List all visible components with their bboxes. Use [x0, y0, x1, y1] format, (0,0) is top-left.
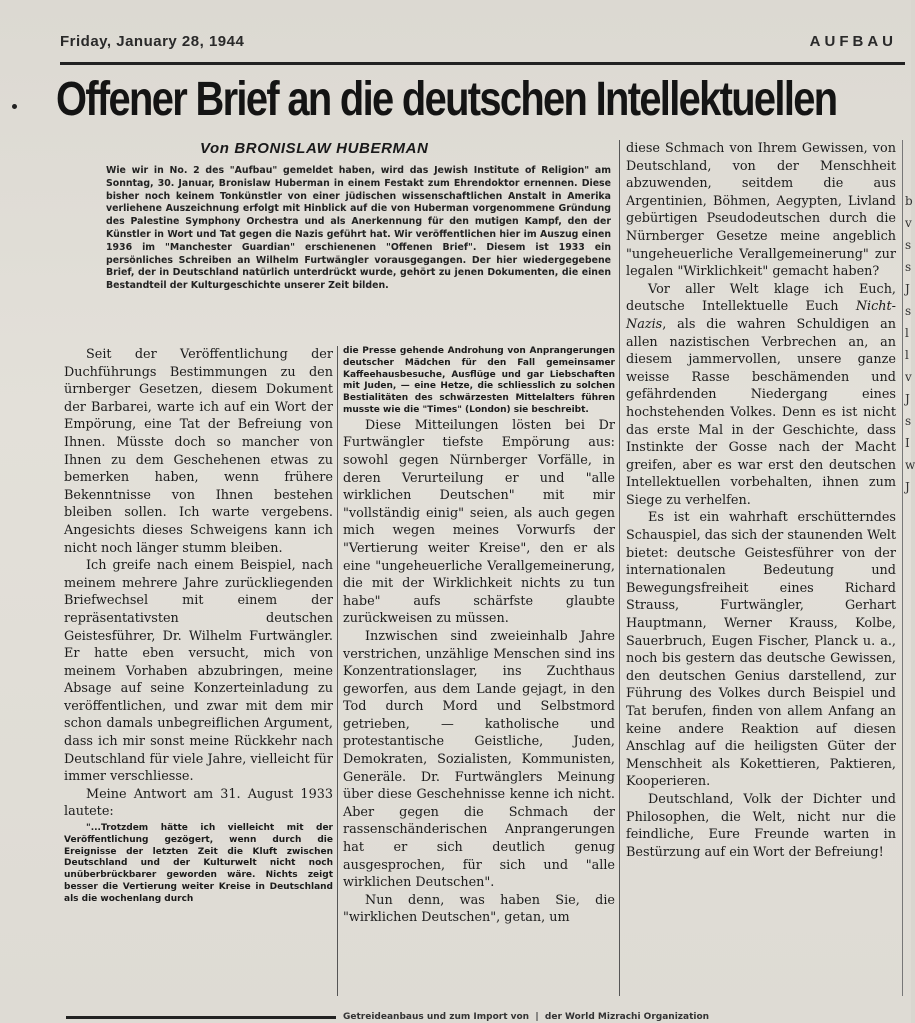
- paragraph: Inzwischen sind zweieinhalb Jahre verstrichen, unzählige Menschen sind ins Konzentrationslager, ins Zuchthaus geworfen, aus dem Lande gejagt, in den Tod durch Mord und Selbstmord getrieben, — katholische und protestantische Geistliche, Juden, Demokraten, Sozialisten, Kommunisten, Generäle. Dr. Furtwänglers Meinung über diese Geschehnisse kenne ich nicht. Aber gegen die Schmach der rassenschänderischen Anprangerungen hat er sich deutlich genug ausgesprochen, für sich und "alle wirklichen Deutschen".: [343, 628, 615, 891]
- article-column-1: [64, 346, 333, 906]
- column-divider: [902, 140, 903, 996]
- emphasis-text: Nicht-Nazis: [626, 299, 896, 332]
- paragraph: Nun denn, was haben Sie, die "wirklichen Deutschen", getan, um: [343, 892, 615, 926]
- bottom-rule: [66, 1016, 336, 1019]
- masthead: AUFBAU: [809, 32, 897, 50]
- page-header: [60, 28, 897, 54]
- paragraph: Ich greife nach einem Beispiel, nach meinem mehrere Jahre zurückliegenden Briefwechsel mit einem der repräsentativsten deutschen Geistesführer, Dr. Wilhelm Furtwängler. Er hatte eben versucht, mich von meinem Vorhaben abzubringen, meine Absage auf seine Konzerteinladung zu veröffentlichen, und zwar mit dem mir schon damals unbegreiflichen Argument, dass ich mir sonst meine Rückkehr nach Deutschland für viele Jahre, vielleicht für immer verschliesse.: [64, 558, 333, 785]
- issue-date: Friday, January 28, 1944: [60, 32, 245, 50]
- paragraph: Diese Mitteilungen lösten bei Dr Furtwängler tiefste Empörung aus: sowohl gegen Nürnberger Vorfälle, in deren Verurteilung er und "alle wirklichen Deutschen" mit mir "vollständig einig" seien, als auch gegen mich wegen meines Vorwurfs der "Vertierung weiter Kreise", den er als eine "ungeheuerliche Verallgemeinerung, die mit der Wirklichkeit nichts zu tun habe" aufs schärfste glaubte zurückweisen zu müssen.: [343, 417, 615, 627]
- header-rule: [60, 62, 905, 65]
- paragraph: [626, 281, 896, 510]
- paragraph: Seit der Veröffentlichung der Duchführungs Bestimmungen zu den ürnberger Gesetzen, diesem Dokument der Barbarei, warte ich auf ein Wort der Empörung, eine Tat der Befreiung von Ihnen. Müsste doch so mancher von Ihnen zu dem Geschehenen etwas zu bemerken haben, wenn frühere Bekenntnisse von Ihnen bestehen bleiben sollen. Ich warte vergebens. Angesichts dieses Schweigens kann ich nicht noch länger stumm bleiben.: [64, 347, 333, 556]
- next-article-text: Getreideanbaus und zum Import von: [343, 1012, 530, 1022]
- quoted-letter-continued: die Presse gehende Androhung von Anprangerungen deutscher Mädchen für den Fall gemeinsamer Kaffeehausbesuche, Ausflüge und gar Liebschaften mit Juden, — eine Hetze, die schliesslich zu solchen Bestialitäten des schwärzesten Mittelalters führen musste wie die "Times" (London) sie beschreibt.: [343, 346, 615, 415]
- paragraph: Es ist ein wahrhaft erschütterndes Schauspiel, das sich der staunenden Welt bietet: deutsche Geistesführer von der internationalen Bedeutung und Bewegungsfreiheit eines Richard Strauss, Furtwängler, Gerhart Hauptmann, Werner Krauss, Kolbe, Sauerbruch, Eugen Fischer, Planck u. a., noch bis gestern das deutsche Gewissen, den deutschen Genius darstellend, zur Führung des Volkes durch Beispiel und Tat berufen, finden von allem Anfang an keine andere Reaktion auf diesen Anschlag auf die heiligsten Güter der Menschheit als Kokettieren, Paktieren, Kooperieren.: [626, 510, 896, 790]
- headline: Offener Brief an die deutschen Intellektuellen: [56, 73, 837, 126]
- paragraph-text: Vor aller Welt klage ich Euch, deutsche Intellektuelle Euch: [626, 281, 896, 315]
- column-divider: [619, 140, 620, 996]
- paragraph: Deutschland, Volk der Dichter und Philosophen, die Welt, nicht nur die feindliche, Eure Freunde warten in Bestürzung auf ein Wort der Befreiung!: [626, 791, 896, 860]
- adjacent-column-edge: b v s s J s l l v J s I w J: [905, 194, 915, 494]
- margin-dot: [12, 104, 17, 109]
- paragraph: diese Schmach von Ihrem Gewissen, von Deutschland, von der Menschheit abzuwenden, seitdem die aus Argentinien, Böhmen, Aegypten, Livland gebürtigen Pseudodeutschen durch die Nürnberger Gesetze meine angeblich "ungeheuerliche Verallgemeinerung" zur legalen "Wirklichkeit" gemacht haben?: [626, 141, 896, 280]
- next-article-text: der World Mizrachi Organization: [544, 1012, 710, 1022]
- article-column-3: [626, 140, 896, 861]
- column-divider: [337, 346, 338, 996]
- article-column-2: [343, 346, 615, 927]
- intro-paragraph: Wie wir in No. 2 des "Aufbau" gemeldet haben, wird das Jewish Institute of Religion" am Sonntag, 30. Januar, Bronislaw Huberman in einem Festakt zum Ehrendoktor ernennen. Diese bisher noch keinem Tonkünstler von einer jüdischen wissenschaftlichen Anstalt in Amerika verliehene Auszeichnung erfolgt mit Hinblick auf die von Huberman vorgenommene Gründung des Palestine Symphony Orchestra und als Anerkennung für den mutigen Kampf, den der Künstler in Wort und Tat gegen die Nazis geführt hat. Wir veröffentlichen hier im Auszug einen 1936 im "Manchester Guardian" erschienenen "Offenen Brief". Diesem ist 1933 ein persönliches Schreiben an Wilhelm Furtwängler vorausgegangen. Der hier wiedergegebene Brief, der in Deutschland natürlich unterdrückt wurde, gehört zu jenen Dokumenten, die einen Bestandteil der Kulturgeschichte unserer Zeit bilden.: [106, 165, 611, 292]
- byline: Von BRONISLAW HUBERMAN: [200, 140, 429, 157]
- next-article-strip: Getreideanbaus und zum Import von | der World Mizrachi Organization: [343, 1012, 710, 1022]
- paragraph-text: , als die wahren Schuldigen an allen nazistischen Verbrechen an, an diesem jammervollen, unsere ganze weisse Rasse beschämenden und gefährdenden Niedergang eines hochstehenden Volkes. Denn es ist nicht das erste Mal in der Geschichte, dass Instinkte der Gosse nach der Macht greifen, aber es war erst den deutschen Intellektuellen vorbehalten, ihnen zum Siege zu verhelfen.: [626, 316, 896, 508]
- paragraph: Meine Antwort am 31. August 1933 lautete:: [64, 786, 333, 820]
- quoted-letter: "...Trotzdem hätte ich vielleicht mit der Veröffentlichung gezögert, wenn durch die Ereignisse der letzten Zeit die Kluft zwischen Deutschland und der Kulturwelt nicht noch unüberbrückbarer geworden wäre. Nichts zeigt besser die Vertierung weiter Kreise in Deutschland als die wochenlang durch: [64, 823, 333, 904]
